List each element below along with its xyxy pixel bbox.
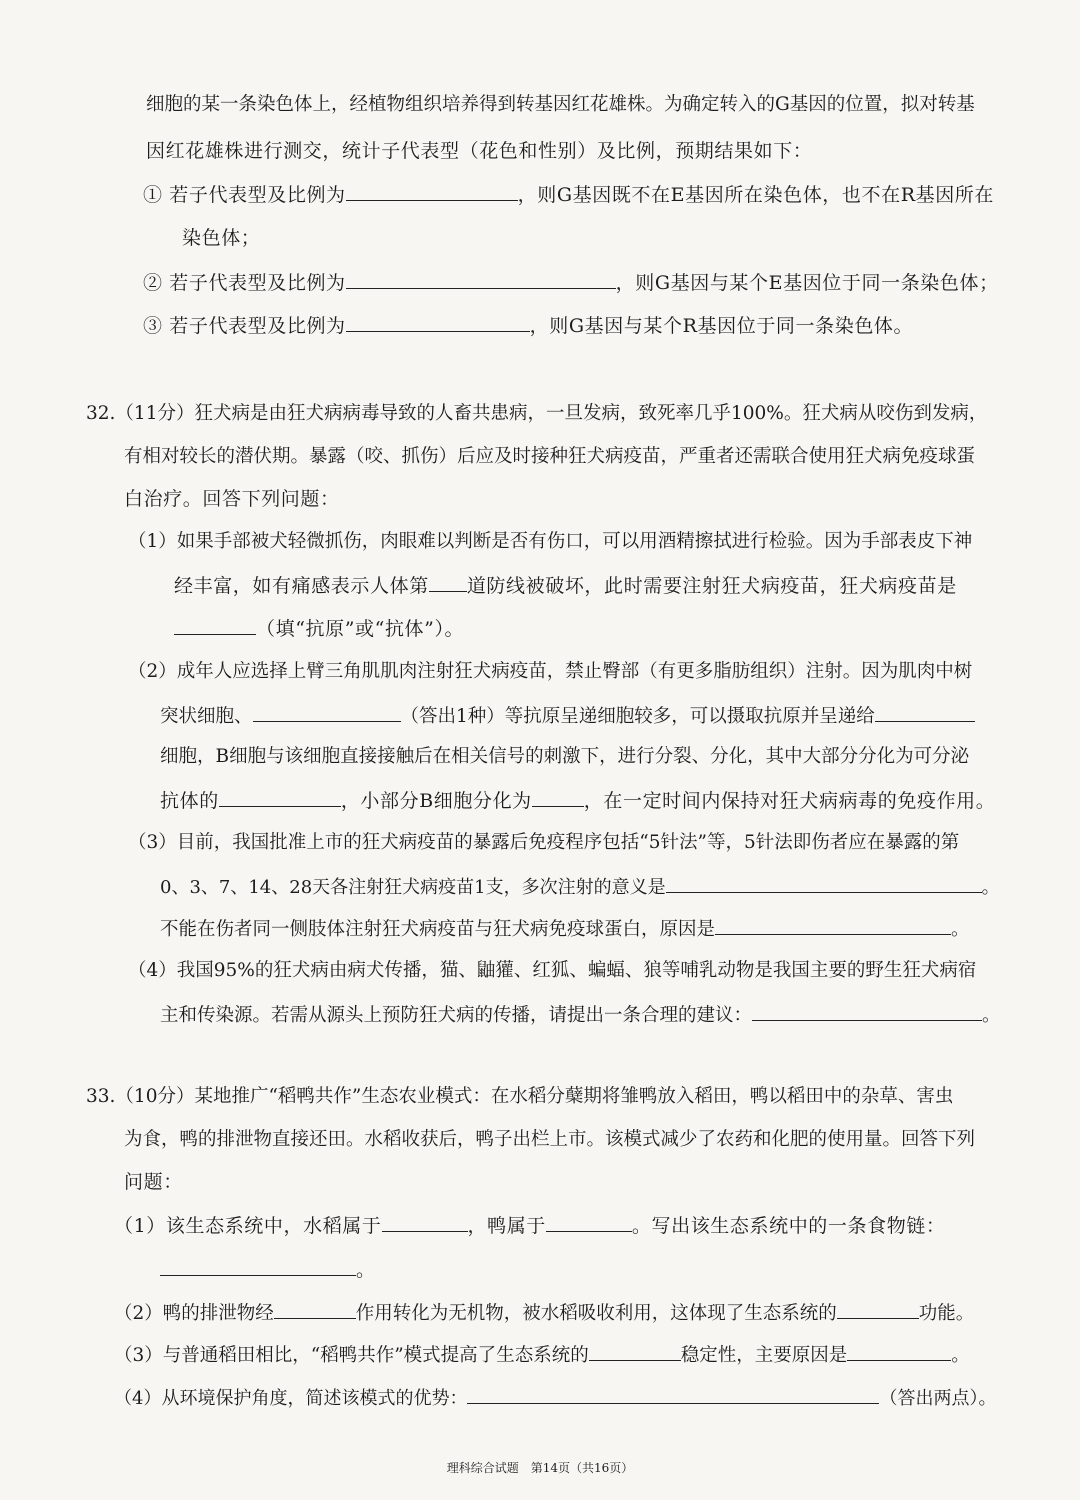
q33-stem-2: 为食，鸭的排泄物直接还田。水稻收获后，鸭子出栏上市。该模式减少了农药和化肥的使用量。回答下列 [124,1129,976,1150]
answer-blank[interactable] [589,1342,681,1361]
answer-blank[interactable] [837,1300,919,1319]
q31-option-2-prefix: ② 若子代表型及比例为 [143,272,346,294]
q32-part-3-text-a: 0、3、7、14、28天各注射狂犬病疫苗1支，多次注射的意义是 [160,877,666,898]
answer-blank[interactable] [666,874,982,893]
q33-part-1-text-c: 。写出该生态系统中的一条食物链： [631,1215,946,1237]
answer-blank[interactable] [346,182,518,201]
q33-part-2-text-c: 功能。 [918,1303,975,1324]
q31-option-2 [143,270,999,295]
q32-part-3-line-2 [160,874,1000,900]
q33-part-3 [114,1342,970,1368]
q33-part-1-text-b: ，鸭属于 [467,1215,546,1237]
q32-part-1-line-3 [174,616,464,641]
q33-part-4-text-b: （答出两点）。 [879,1388,997,1409]
q31-line-1: 细胞的某一条染色体上，经植物组织培养得到转基因红花雄株。为确定转入的G基因的位置，拟对转基 [146,94,975,115]
q33-part-2-text-b: 作用转化为无机物，被水稻吸收利用，这体现了生态系统的 [355,1303,837,1324]
answer-blank[interactable] [847,1342,951,1361]
q32-part-4-line-2 [160,1002,1001,1028]
answer-blank[interactable] [715,916,951,935]
q32-part-3-line-3 [160,916,970,942]
q31-option-2-suffix: ，则G基因与某个E基因位于同一条染色体； [615,272,999,294]
q32-stem-1: 32.（11分）狂犬病是由狂犬病病毒导致的人畜共患病，一旦发病，致死率几乎100%。狂犬病从咬伤到发病， [86,403,988,424]
q32-part-3-text-b: 。 [981,877,1000,898]
answer-blank[interactable] [532,788,584,807]
q33-part-1-text-d: 。 [356,1259,376,1281]
answer-blank[interactable] [429,573,467,592]
q31-line-2: 因红花雄株进行测交，统计子代表型（花色和性别）及比例，预期结果如下： [146,140,813,162]
q32-stem-2: 有相对较长的潜伏期。暴露（咬、抓伤）后应及时接种狂犬病疫苗，严重者还需联合使用狂犬病免疫球蛋 [124,446,976,467]
answer-blank[interactable] [160,1257,356,1276]
q33-part-1 [114,1213,946,1238]
q33-stem-3: 问题： [124,1171,183,1193]
q32-part-3-line-1: （3）目前，我国批准上市的狂犬病疫苗的暴露后免疫程序包括“5针法”等，5针法即伤者应在暴露的第 [128,832,960,853]
answer-blank[interactable] [467,1385,879,1404]
q32-part-1-line-2 [174,573,957,598]
q32-part-2-line-1: （2）成年人应选择上臂三角肌肌肉注射狂犬病疫苗，禁止臀部（有更多脂肪组织）注射。因为肌肉中树 [128,661,973,682]
q31-option-1 [143,182,994,207]
q31-option-1-cont: 染色体； [182,227,261,249]
q32-part-1-text-a: 经丰富，如有痛感表示人体第 [174,575,429,597]
q32-part-2-line-2 [160,703,975,729]
q32-part-3-text-d: 。 [951,919,970,940]
q31-option-3-prefix: ③ 若子代表型及比例为 [143,315,346,337]
q32-part-4-text-a: 主和传染源。若需从源头上预防狂犬病的传播，请提出一条合理的建议： [160,1005,753,1026]
page-footer: 理科综合试题 第14页（共16页） [446,1461,634,1475]
q32-part-4-text-b: 。 [982,1005,1001,1026]
q32-part-2-text-c: 抗体的 [160,790,219,812]
q31-option-1-suffix: ，则G基因既不在E基因所在染色体，也不在R基因所在 [517,184,994,206]
answer-blank[interactable] [346,313,530,332]
answer-blank[interactable] [253,703,401,722]
answer-blank[interactable] [382,1213,468,1232]
q33-stem-1: 33.（10分）某地推广“稻鸭共作”生态农业模式：在水稻分蘖期将雏鸭放入稻田，鸭以稻田中的杂草、害虫 [86,1086,954,1107]
q32-stem-3: 白治疗。回答下列问题： [124,488,340,510]
q32-part-1-line-1: （1）如果手部被犬轻微抓伤，肉眼难以判断是否有伤口，可以用酒精擦拭进行检验。因为手部表皮下神 [128,531,973,552]
answer-blank[interactable] [219,788,341,807]
q32-part-2-text-b: （答出1种）等抗原呈递细胞较多，可以摄取抗原并呈递给 [400,706,875,727]
q33-part-2-text-a: （2）鸭的排泄物经 [114,1303,274,1324]
q33-part-3-text-a: （3）与普通稻田相比，“稻鸭共作”模式提高了生态系统的 [114,1345,589,1366]
q33-part-4 [114,1385,996,1411]
q31-option-3-suffix: ，则G基因与某个R基因位于同一条染色体。 [529,315,914,337]
q32-part-2-text-e: ，在一定时间内保持对狂犬病病毒的免疫作用。 [583,790,996,812]
answer-blank[interactable] [174,616,256,635]
q33-part-3-text-b: 稳定性，主要原因是 [680,1345,848,1366]
q31-option-1-prefix: ① 若子代表型及比例为 [143,184,346,206]
q32-part-1-text-b: 道防线被破坏，此时需要注射狂犬病疫苗，狂犬病疫苗是 [466,575,957,597]
q33-part-3-text-c: 。 [951,1345,970,1366]
q32-part-1-text-c: （填“抗原”或“抗体”）。 [256,618,465,640]
q32-part-3-text-c: 不能在伤者同一侧肢体注射狂犬病疫苗与狂犬病免疫球蛋白，原因是 [160,919,716,940]
answer-blank[interactable] [274,1300,356,1319]
q32-part-2-text-d: ，小部分B细胞分化为 [340,790,532,812]
q32-part-2-text-a: 突状细胞、 [160,706,253,727]
answer-blank[interactable] [346,270,616,289]
answer-blank[interactable] [752,1002,982,1021]
q33-part-1-text-a: （1）该生态系统中，水稻属于 [114,1215,382,1237]
answer-blank[interactable] [875,703,975,722]
q33-part-4-text-a: （4）从环境保护角度，简述该模式的优势： [114,1388,468,1409]
q32-part-4-line-1: （4）我国95%的狂犬病由病犬传播，猫、鼬獾、红狐、蝙蝠、狼等哺乳动物是我国主要的野生狂犬病宿 [128,960,977,981]
q33-part-1-cont [160,1257,376,1282]
q31-option-3 [143,313,913,338]
q32-part-2-line-3: 细胞，B细胞与该细胞直接接触后在相关信号的刺激下，进行分裂、分化，其中大部分分化为可分泌 [160,746,970,767]
q33-part-2 [114,1300,974,1326]
q32-part-2-line-4 [160,788,995,813]
answer-blank[interactable] [546,1213,632,1232]
